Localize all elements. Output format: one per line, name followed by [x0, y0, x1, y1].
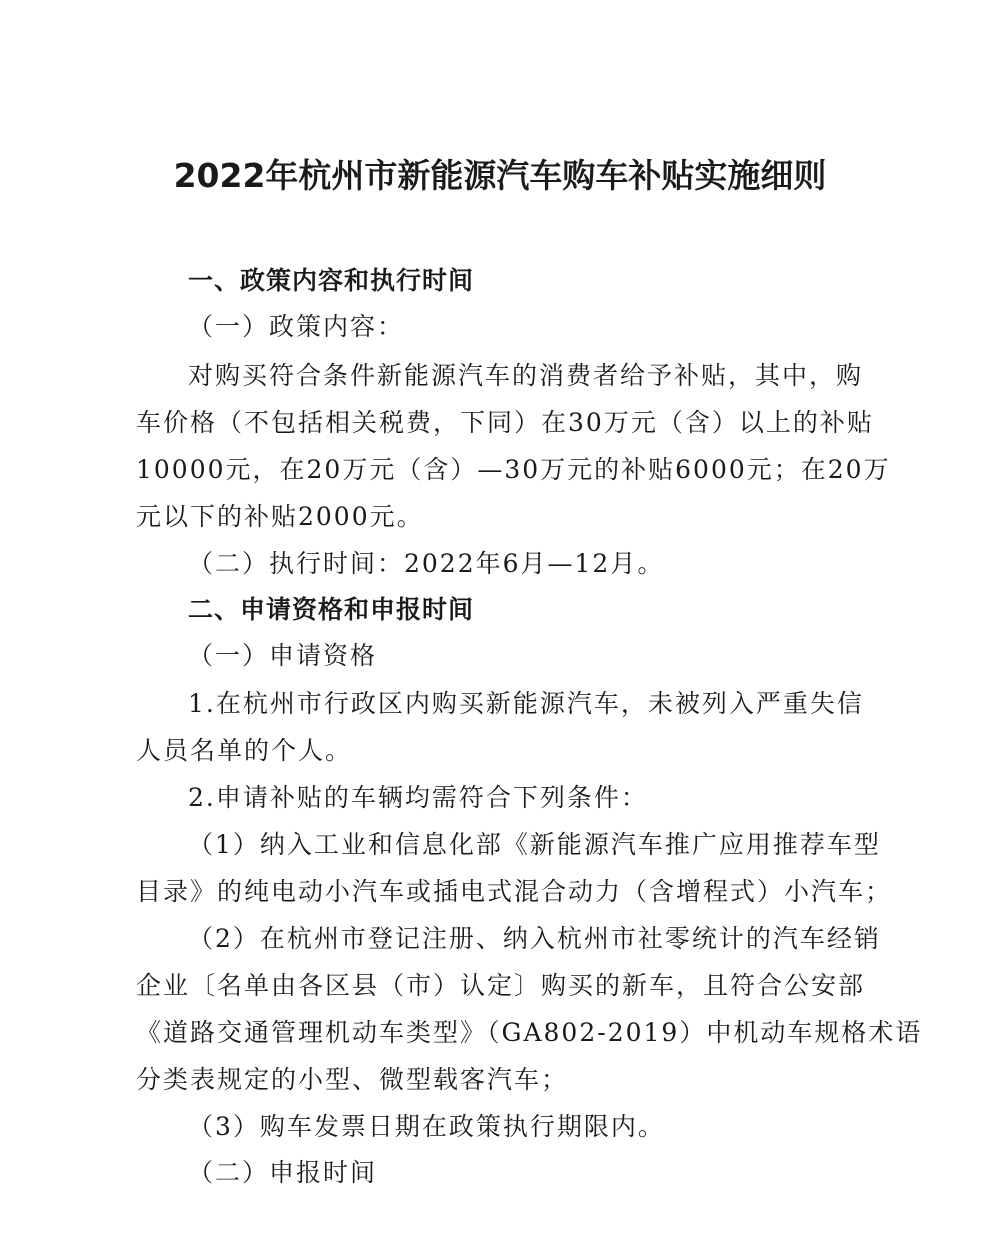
section-heading-1: 一、政策内容和执行时间 — [188, 266, 475, 295]
subsection-heading: （一）申请资格 — [188, 641, 378, 670]
paragraph-line: （1）纳入工业和信息化部《新能源汽车推广应用推荐车型 — [188, 830, 881, 859]
paragraph-line: 10000元，在20万元（含）—30万元的补贴6000元；在20万 — [136, 455, 891, 484]
section-heading-2: 二、申请资格和申报时间 — [188, 595, 475, 624]
paragraph-line: 分类表规定的小型、微型载客汽车； — [136, 1065, 569, 1094]
paragraph-line: （2）在杭州市登记注册、纳入杭州市社零统计的汽车经销 — [188, 924, 881, 953]
paragraph-line: （3）购车发票日期在政策执行期限内。 — [188, 1112, 665, 1141]
paragraph-line: 1.在杭州市行政区内购买新能源汽车，未被列入严重失信 — [188, 689, 864, 718]
paragraph-line: 人员名单的个人。 — [136, 736, 353, 765]
paragraph-line: 2.申请补贴的车辆均需符合下列条件： — [188, 783, 648, 812]
paragraph-line: （二）执行时间：2022年6月—12月。 — [188, 549, 665, 578]
document-title: 2022年杭州市新能源汽车购车补贴实施细则 — [173, 156, 827, 195]
subsection-heading: （一）政策内容： — [188, 312, 405, 341]
paragraph-line: 《道路交通管理机动车类型》（GA802-2019）中机动车规格术语 — [136, 1018, 923, 1047]
paragraph-line: 车价格（不包括相关税费，下同）在30万元（含）以上的补贴 — [136, 408, 874, 437]
paragraph-line: 目录》的纯电动小汽车或插电式混合动力（含增程式）小汽车； — [136, 877, 893, 906]
paragraph-line: 企业〔名单由各区县（市）认定〕购买的新车，且符合公安部 — [136, 971, 866, 1000]
subsection-heading: （二）申报时间 — [188, 1158, 378, 1187]
paragraph-line: 对购买符合条件新能源汽车的消费者给予补贴，其中，购 — [188, 361, 864, 390]
paragraph-line: 元以下的补贴2000元。 — [136, 502, 424, 531]
